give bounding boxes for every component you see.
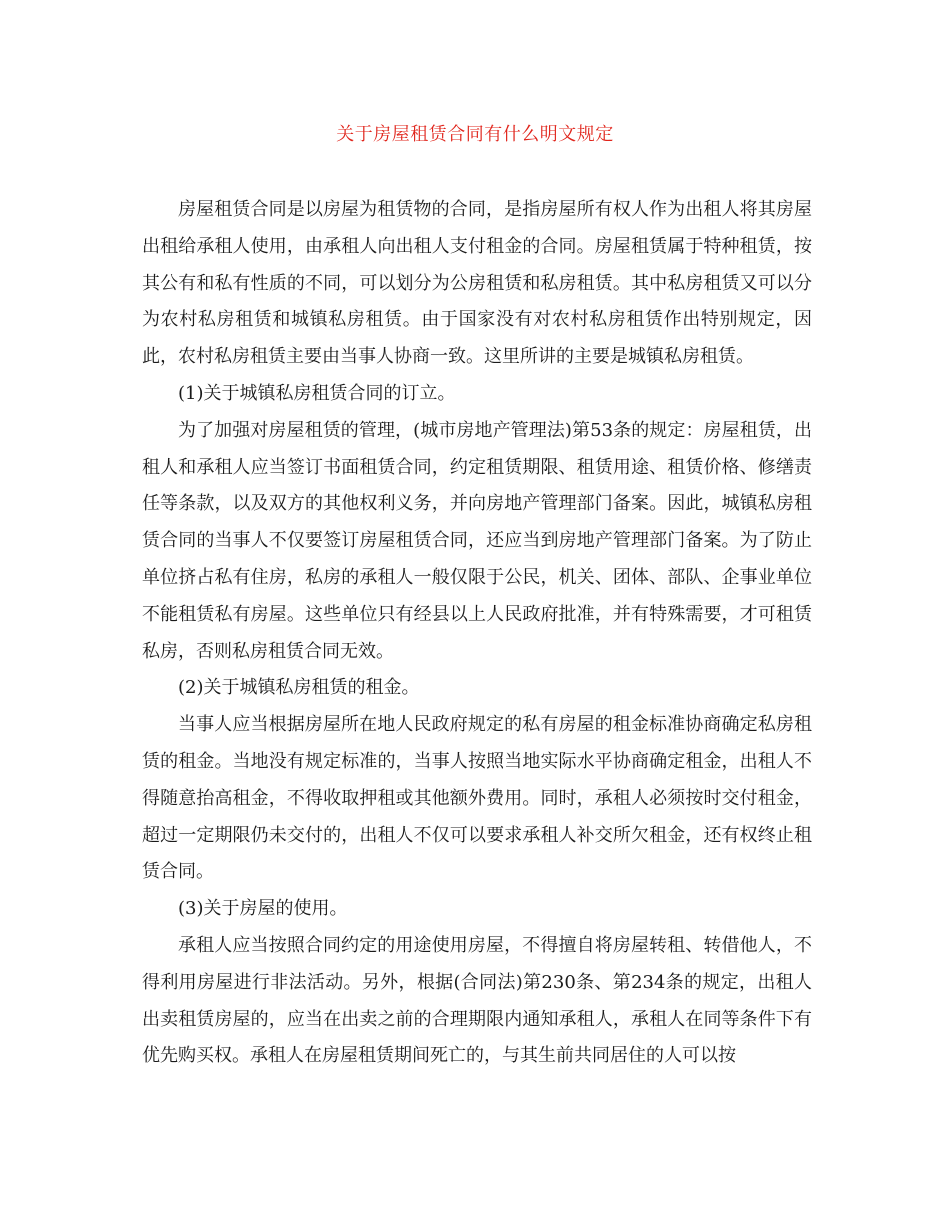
paragraph-intro: 房屋租赁合同是以房屋为租赁物的合同，是指房屋所有权人作为出租人将其房屋出租给承租人使用，由承租人向出租人支付租金的合同。房屋租赁属于特种租赁，按其公有和私有性质的不同，可以划分为公房租赁和私房租赁。其中私房租赁又可以分为农村私房租赁和城镇私房租赁。由于国家没有对农村私房租赁作出特别规定，因此，农村私房租赁主要由当事人协商一致。这里所讲的主要是城镇私房租赁。 [142, 199, 812, 368]
document-body [142, 192, 812, 1075]
section-heading-1: (1)关于城镇私房租赁合同的订立。 [178, 382, 456, 404]
paragraph-section-2: 当事人应当根据房屋所在地人民政府规定的私有房屋的租金标准协商确定私房租赁的租金。当地没有规定标准的，当事人按照当地实际水平协商确定租金，出租人不得随意抬高租金，不得收取押租或其他额外费用。同时，承租人必须按时交付租金，超过一定期限仍未交付的，出租人不仅可以要求承租人补交所欠租金，还有权终止租赁合同。 [142, 714, 812, 883]
paragraph-section-1: 为了加强对房屋租赁的管理，(城市房地产管理法)第53条的规定：房屋租赁，出租人和承租人应当签订书面租赁合同，约定租赁期限、租赁用途、租赁价格、修缮责任等条款，以及双方的其他权利义务，并向房地产管理部门备案。因此，城镇私房租赁合同的当事人不仅要签订房屋租赁合同，还应当到房地产管理部门备案。为了防止单位挤占私有住房，私房的承租人一般仅限于公民，机关、团体、部队、企事业单位不能租赁私有房屋。这些单位只有经县以上人民政府批准，并有特殊需要，才可租赁私房，否则私房租赁合同无效。 [142, 419, 812, 662]
document-title: 关于房屋租赁合同有什么明文规定 [336, 124, 614, 145]
section-heading-3: (3)关于房屋的使用。 [178, 898, 348, 920]
section-heading-2: (2)关于城镇私房租赁的租金。 [178, 677, 420, 699]
paragraph-section-3: 承租人应当按照合同约定的用途使用房屋，不得擅自将房屋转租、转借他人，不得利用房屋进行非法活动。另外，根据(合同法)第230条、第234条的规定，出租人出卖租赁房屋的，应当在出卖之前的合理期限内通知承租人，承租人在同等条件下有优先购买权。承租人在房屋租赁期间死亡的，与其生前共同居住的人可以按 [142, 934, 812, 1067]
